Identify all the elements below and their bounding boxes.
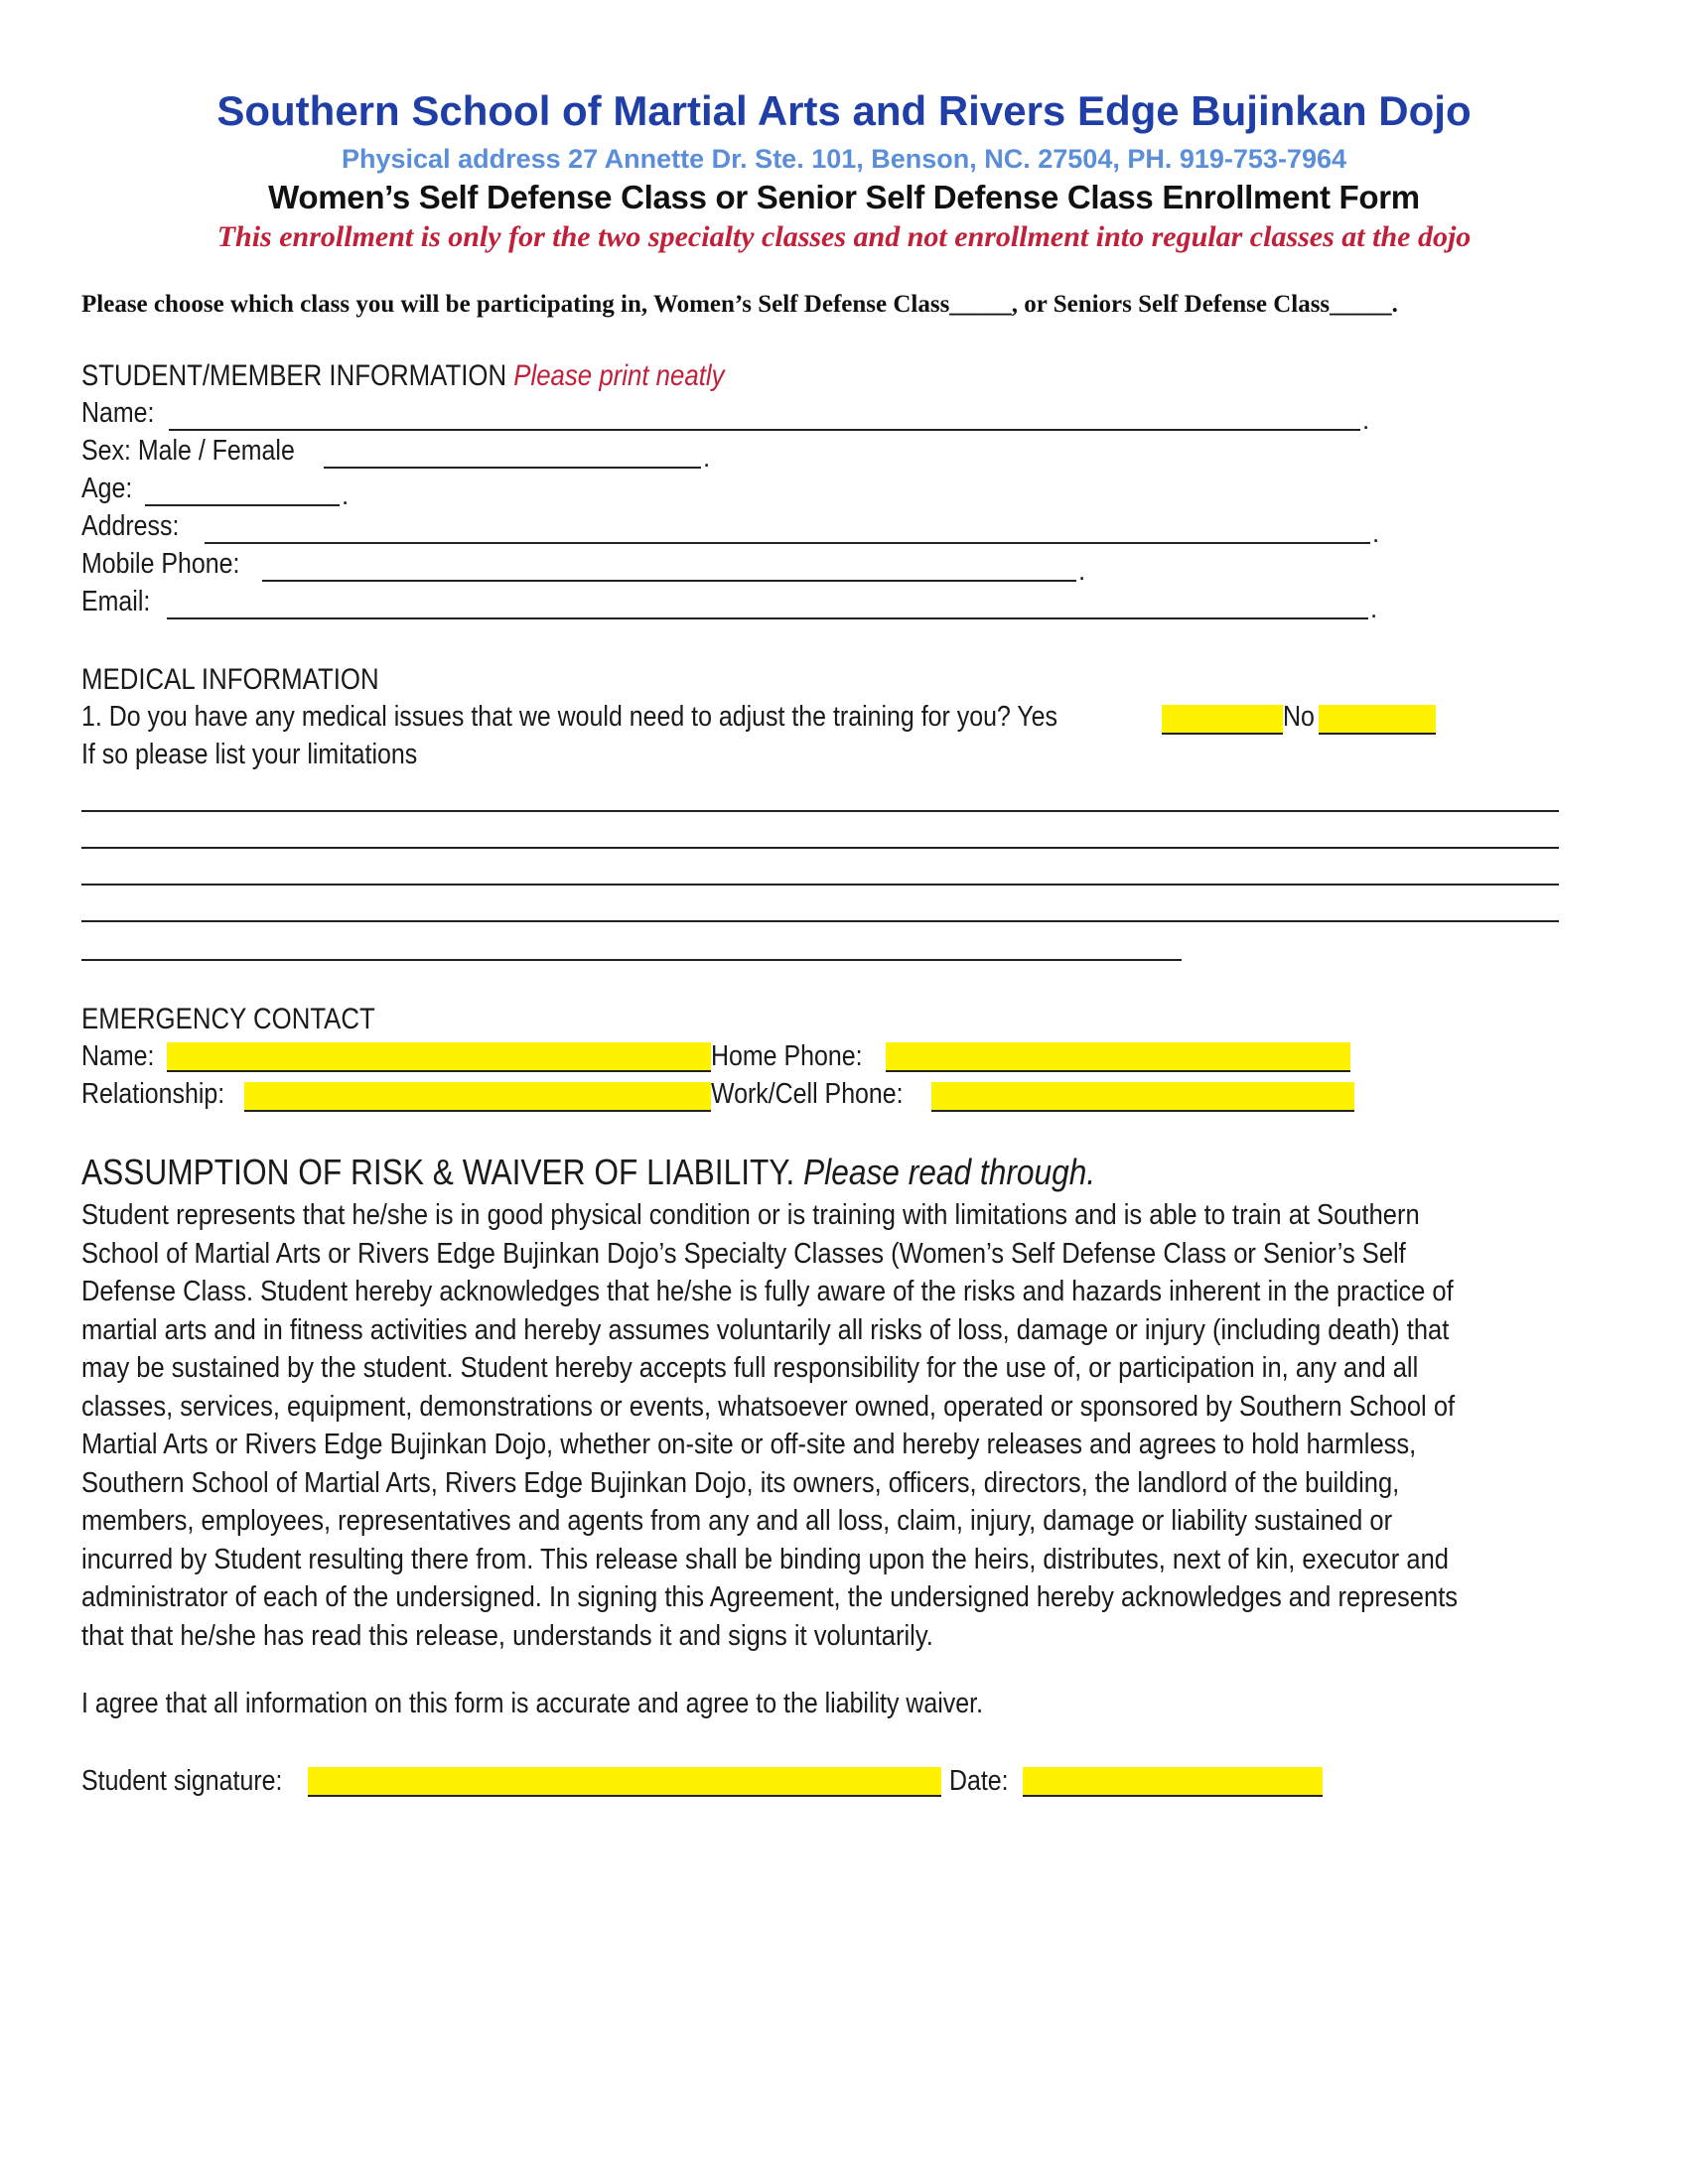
period: .: [1372, 518, 1380, 548]
enrollment-notice: This enrollment is only for the two specialty classes and not enrollment into regular classes at the dojo: [216, 220, 1472, 253]
period: .: [342, 480, 350, 510]
student-signature-field[interactable]: [308, 1767, 941, 1797]
period: .: [1078, 556, 1086, 586]
relationship-field[interactable]: [244, 1082, 711, 1112]
medical-info-heading: MEDICAL INFORMATION: [81, 663, 379, 696]
sex-label: Sex: Male / Female: [81, 435, 295, 467]
period: .: [1362, 405, 1370, 435]
date-field[interactable]: [1023, 1767, 1323, 1797]
waiver-line: that that he/she has read this release, understands it and signs it voluntarily.: [81, 1619, 933, 1652]
home-phone-field[interactable]: [886, 1042, 1350, 1072]
waiver-line: martial arts and in fitness activities and hereby assumes voluntarily all risks of loss, damage or injury (including death) that: [81, 1313, 1450, 1346]
date-label: Date:: [949, 1765, 1009, 1797]
emergency-name-field[interactable]: [167, 1042, 711, 1072]
school-title: Southern School of Martial Arts and Rivers Edge Bujinkan Dojo: [216, 87, 1472, 134]
student-info-heading-label: STUDENT/MEMBER INFORMATION: [81, 359, 507, 392]
form-title: Women’s Self Defense Class or Senior Self Defense Class Enrollment Form: [268, 179, 1420, 215]
medical-yes-field[interactable]: [1162, 705, 1283, 735]
limitations-prompt: If so please list your limitations: [81, 739, 418, 770]
student-name-label: Name:: [81, 397, 155, 429]
waiver-line: classes, services, equipment, demonstrations or events, whatsoever owned, operated or sponsored by Southern School of: [81, 1390, 1456, 1423]
waiver-title: ASSUMPTION OF RISK & WAIVER OF LIABILITY.: [81, 1152, 795, 1192]
work-phone-label: Work/Cell Phone:: [711, 1078, 904, 1110]
mobile-phone-field[interactable]: [262, 580, 1076, 582]
waiver-line: Martial Arts or Rivers Edge Bujinkan Dojo, whether on-site or off-site and hereby releases and agrees to hold harmless,: [81, 1429, 1417, 1460]
student-info-heading: [81, 359, 725, 393]
address-label: Address:: [81, 510, 180, 542]
home-phone-label: Home Phone:: [711, 1040, 863, 1072]
work-phone-field[interactable]: [931, 1082, 1354, 1112]
waiver-line: Southern School of Martial Arts, Rivers Edge Bujinkan Dojo, its owners, officers, directors, the landlord of the building,: [81, 1466, 1400, 1499]
waiver-line: incurred by Student resulting there from. This release shall be binding upon the heirs, distributes, next of kin, executor and: [81, 1543, 1449, 1575]
waiver-line: members, employees, representatives and agents from any and all loss, claim, injury, damage or liability sustained or: [81, 1505, 1393, 1537]
waiver-line: administrator of each of the undersigned. In signing this Agreement, the undersigned hereby acknowledges and represents: [81, 1581, 1459, 1613]
limitations-line[interactable]: [81, 810, 1559, 812]
print-neatly-note: Please print neatly: [513, 359, 725, 392]
waiver-line: may be sustained by the student. Student hereby accepts full responsibility for the use of, or participation in, any and all: [81, 1352, 1419, 1384]
sex-field[interactable]: [324, 467, 701, 469]
emergency-contact-heading: EMERGENCY CONTACT: [81, 1003, 375, 1035]
medical-question: 1. Do you have any medical issues that we would need to adjust the training for you? Yes: [81, 701, 1057, 733]
limitations-line[interactable]: [81, 847, 1559, 849]
school-address: Physical address 27 Annette Dr. Ste. 101, Benson, NC. 27504, PH. 919-753-7964: [342, 144, 1346, 174]
student-name-field[interactable]: [169, 429, 1360, 431]
class-choice-prompt: Please choose which class you will be participating in, Women’s Self Defense Class_____, or Seniors Self Defense Class_____.: [81, 291, 1398, 318]
waiver-line: School of Martial Arts or Rivers Edge Bujinkan Dojo’s Specialty Classes (Women’s Self Defense Class or Senior’s Self: [81, 1237, 1406, 1270]
waiver-line: Student represents that he/she is in good physical condition or is training with limitations and is able to train at Southern: [81, 1199, 1420, 1231]
waiver-line: Defense Class. Student hereby acknowledges that he/she is fully aware of the risks and hazards inherent in the practice of: [81, 1276, 1454, 1307]
limitations-line[interactable]: [81, 884, 1559, 886]
student-signature-label: Student signature:: [81, 1765, 283, 1797]
period: .: [703, 443, 711, 473]
agreement-statement: I agree that all information on this form is accurate and agree to the liability waiver.: [81, 1688, 984, 1719]
waiver-title-note: Please read through.: [803, 1152, 1096, 1192]
address-field[interactable]: [205, 542, 1370, 544]
email-field[interactable]: [167, 617, 1368, 619]
mobile-phone-label: Mobile Phone:: [81, 548, 240, 580]
emergency-name-label: Name:: [81, 1040, 155, 1072]
medical-no-label: No: [1283, 701, 1315, 733]
waiver-text: [81, 1196, 1514, 1655]
waiver-heading: [81, 1152, 1095, 1193]
limitations-line[interactable]: [81, 959, 1182, 961]
age-label: Age:: [81, 473, 133, 504]
email-label: Email:: [81, 586, 151, 617]
age-field[interactable]: [145, 504, 340, 506]
period: .: [1370, 594, 1378, 623]
medical-no-field[interactable]: [1319, 705, 1436, 735]
limitations-line[interactable]: [81, 920, 1559, 922]
relationship-label: Relationship:: [81, 1078, 225, 1110]
